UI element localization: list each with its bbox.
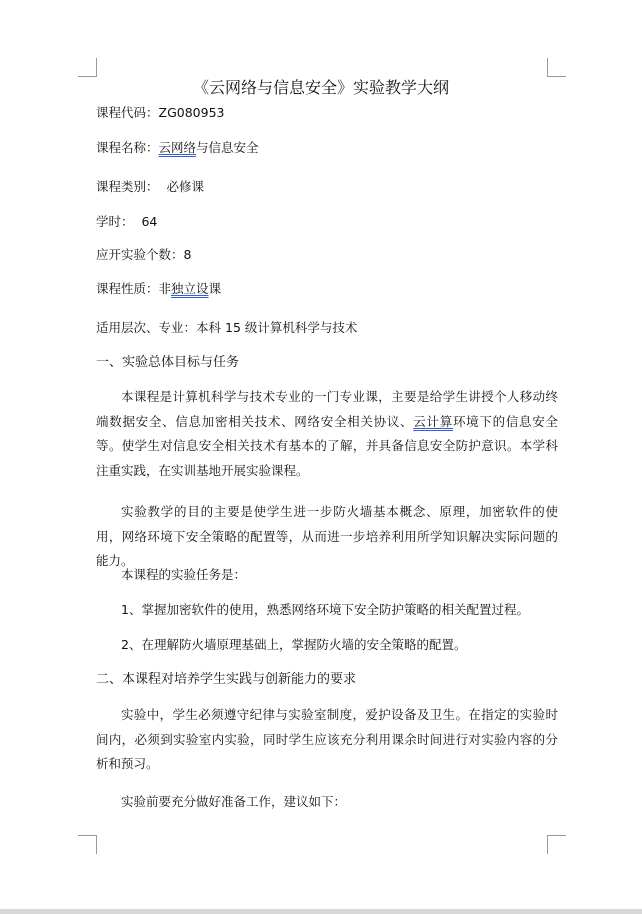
section2-heading: 二、本课程对培养学生实践与创新能力的要求 — [96, 672, 357, 687]
section1-p1-marked: 云计算 — [413, 413, 453, 429]
section2-paragraph-2: 实验前要充分做好准备工作，建议如下： — [121, 794, 347, 809]
course-name-value-pre: 云 — [158, 140, 172, 155]
course-nature-line — [96, 280, 221, 298]
course-name-line — [96, 139, 259, 157]
crop-mark-bottom-left — [78, 835, 97, 854]
course-nature-value-marked: 独立设 — [171, 281, 209, 296]
course-nature-value-pre: 非 — [158, 281, 172, 296]
course-code-line — [96, 104, 224, 122]
section1-task-item-1: 1、掌握加密软件的使用，熟悉网络环境下安全防护策略的相关配置过程。 — [121, 602, 529, 617]
section1-paragraph-2: 实验教学的目的主要是使学生进一步防火墙基本概念、原理，加密软件的使用，网络环境下安全策略的配置等，从而进一步培养利用所学知识解决实际问题的能力。 — [96, 504, 558, 568]
course-code-label: 课程代码： — [96, 105, 159, 120]
section1-paragraph-3: 本课程的实验任务是： — [121, 567, 247, 582]
bottom-edge-bar — [0, 909, 642, 914]
crop-mark-bottom-right — [547, 835, 566, 854]
section1-p1-text-b: 环境下的信息安全等。使学生对信息安全相关技术有基本的了解，并具备信息安全防护意识。本学科注重实践，在实训基地开展实验课程。 — [96, 413, 558, 478]
hours-label: 学时： — [96, 214, 134, 229]
crop-mark-top-right — [547, 58, 566, 77]
section2-paragraph-1: 实验中，学生必须遵守纪律与实验室制度，爱护设备及卫生。在指定的实验时间内，必须到实验室内实验，同时学生应该充分利用课余时间进行对实验内容的分析和预习。 — [96, 707, 558, 771]
course-type-value: 必修课 — [166, 179, 204, 194]
experiments-value: 8 — [183, 247, 192, 262]
level-major-line — [96, 319, 357, 337]
section1-task-item-2: 2、在理解防火墙原理基础上，掌握防火墙的安全策略的配置。 — [121, 637, 467, 652]
crop-mark-top-left — [78, 58, 97, 77]
course-nature-label: 课程性质： — [96, 281, 159, 296]
level-major-label: 适用层次、专业： — [96, 320, 197, 335]
level-major-value: 本科 15 级计算机科学与技术 — [196, 320, 358, 335]
section1-p1-text-a: 本课程是计算机科学与技术专业的一门专业课，主要是给学生讲授个人移动终端数据安全、信息加密相关技术、网络安全相关协议、 — [96, 389, 558, 429]
experiments-line — [96, 246, 191, 264]
course-name-label: 课程名称： — [96, 140, 159, 155]
course-name-value-post: 与信息安全 — [196, 140, 259, 155]
section1-heading: 一、实验总体目标与任务 — [96, 355, 240, 370]
experiments-label: 应开实验个数： — [96, 247, 184, 262]
section1-paragraph-1 — [96, 385, 558, 483]
hours-value: 64 — [141, 214, 158, 229]
course-nature-value-post: 课 — [208, 281, 222, 296]
course-name-value-marked: 网络 — [171, 140, 197, 155]
course-type-label: 课程类别： — [96, 179, 159, 194]
document-title: 《云网络与信息安全》实验教学大纲 — [192, 78, 449, 97]
hours-line — [96, 213, 157, 231]
course-code-value: ZG080953 — [158, 105, 225, 120]
course-type-line — [96, 178, 204, 196]
